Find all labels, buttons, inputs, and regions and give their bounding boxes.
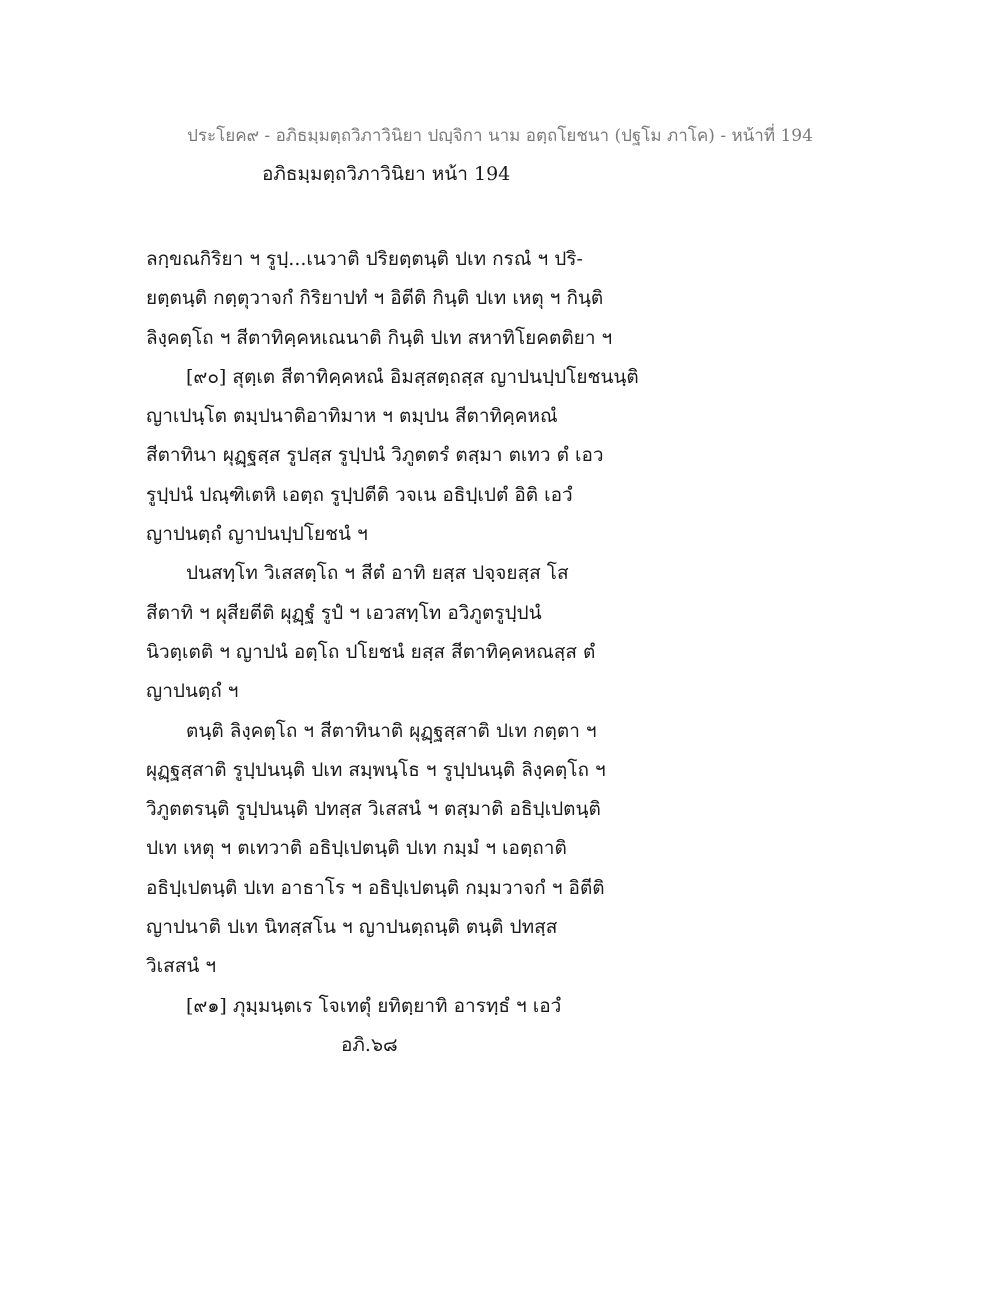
text-line: ญาปนตฺถํ ฯ bbox=[146, 680, 239, 703]
running-header-text: ประโยค๙ - อภิธมฺมตฺถวิภาวินิยา ปญฺจิกา นาม อตฺถโยชนา (ปฐโม ภาโค) - หน้าที่ 194 bbox=[187, 126, 813, 146]
text-line: สีตาทิ ฯ ผุสียตีติ ผุฏฺฐํ รูปํ ฯ เอวสทฺโท อวิภูตรูปฺปนํ bbox=[146, 601, 542, 624]
text-line: วิเสสนํ ฯ bbox=[146, 955, 217, 978]
text-line: ญาปนตฺถํ ญาปนปฺปโยชนํ ฯ bbox=[146, 523, 368, 546]
body-text bbox=[146, 240, 666, 1026]
text-line: รูปฺปนํ ปณฺฑิเตหิ เอตฺถ รูปฺปตีติ วจเน อธิปฺเปตํ อิติ เอวํ bbox=[146, 483, 573, 506]
footer-signature-mark: อภิ.๖๘ bbox=[341, 1034, 398, 1056]
text-line: นิวตฺเตติ ฯ ญาปนํ อตฺโถ ปโยชนํ ยสฺส สีตาทิคฺคหณสฺส ตํ bbox=[146, 640, 596, 663]
paragraph-90-start: [๙๐] สุตฺเต สีตาทิคฺคหณํ อิมสฺสตฺถสฺส ญาปนปฺปโยชนนฺติ bbox=[186, 365, 639, 388]
paragraph-start: ตนฺติ ลิงฺคตฺโถ ฯ สีตาทินาติ ผุฏฺฐสฺสาติ ปเท กตฺตา ฯ bbox=[186, 719, 597, 742]
text-line: ญาเปนฺโต ตมฺปนาติอาทิมาห ฯ ตมฺปน สีตาทิคฺคหณํ bbox=[146, 405, 558, 428]
text-line: อธิปฺเปตนฺติ ปเท อาธาโร ฯ อธิปฺเปตนฺติ กมฺมวาจกํ ฯ อิตีติ bbox=[146, 876, 605, 899]
text-line: ลกฺขณกิริยา ฯ รูปฺ...เนวาติ ปริยตฺตนฺติ ปเท กรณํ ฯ ปริ- bbox=[146, 248, 583, 270]
text-line: ปเท เหตุ ฯ ตเทวาติ อธิปฺเปตนฺติ ปเท กมฺมํ ฯ เอตฺถาติ bbox=[146, 837, 567, 860]
paragraph-start: ปนสทฺโท วิเสสตฺโถ ฯ สีตํ อาทิ ยสฺส ปจฺจยสฺส โส bbox=[186, 562, 569, 585]
running-header bbox=[0, 122, 1000, 149]
text-line: วิภูตตรนฺติ รูปฺปนนฺติ ปทสฺส วิเสสนํ ฯ ตสฺมาติ อธิปฺเปตนฺติ bbox=[146, 798, 601, 821]
text-line: ผุฏฺฐสฺสาติ รูปฺปนนฺติ ปเท สมฺพนฺโธ ฯ รูปฺปนนฺติ ลิงฺคตฺโถ ฯ bbox=[146, 758, 606, 781]
text-line: สีตาทินา ผุฏฺฐสฺส รูปสฺส รูปฺปนํ วิภูตตรํ ตสฺมา ตเทว ตํ เอว bbox=[146, 444, 604, 467]
page-title: อภิธมฺมตฺถวิภาวินิยา หน้า 194 bbox=[262, 163, 511, 185]
text-line: ลิงฺคตฺโถ ฯ สีตาทิคฺคหเณนาติ กินฺติ ปเท สหาทิโยคตติยา ฯ bbox=[146, 326, 613, 349]
text-line: ยตฺตนฺติ กตฺตุวาจกํ กิริยาปทํ ฯ อิตีติ กินฺติ ปเท เหตุ ฯ กินฺติ bbox=[146, 287, 604, 310]
text-line: ญาปนาติ ปเท นิทสฺสโน ฯ ญาปนตฺถนฺติ ตนฺติ ปทสฺส bbox=[146, 916, 558, 939]
paragraph-91-start: [๙๑] ภุมฺมนฺตเร โจเทตุํ ยทิตฺยาทิ อารทฺธํ ฯ เอวํ bbox=[186, 994, 562, 1017]
